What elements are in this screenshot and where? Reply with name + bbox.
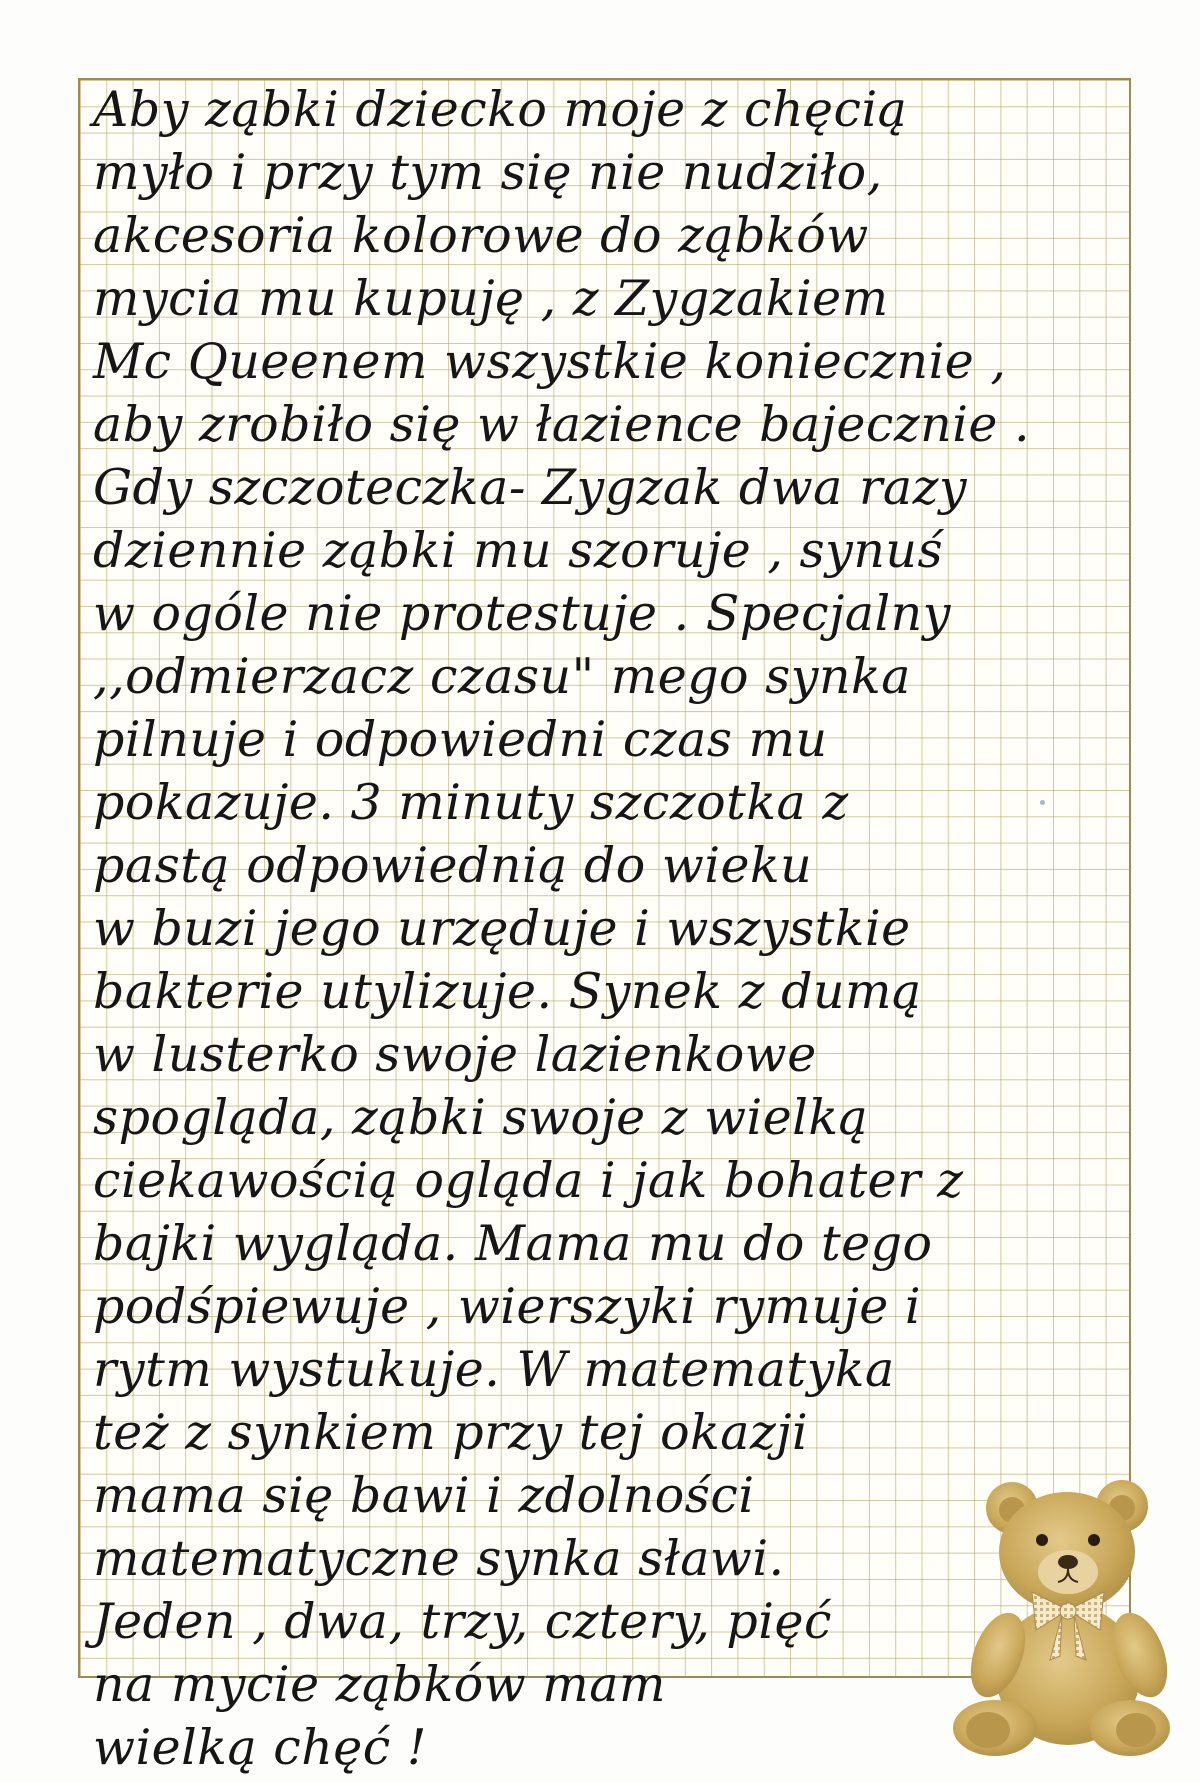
poem-line: pastą odpowiednią do wieku	[93, 837, 813, 894]
poem-line: ciekawością ogląda i jak bohater z	[93, 1152, 964, 1209]
paper-speck	[1040, 800, 1045, 805]
poem-line: w lusterko swoje lazienkowe	[93, 1026, 817, 1083]
poem-line: rytm wystukuje. W matematyka	[93, 1341, 895, 1398]
poem-line: bajki wygląda. Mama mu do tego	[93, 1215, 933, 1272]
poem-line: mama się bawi i zdolności	[93, 1467, 755, 1524]
poem-line: w buzi jego urzęduje i wszystkie	[93, 900, 911, 957]
poem-line: Jeden , dwa, trzy, cztery, pięć	[93, 1593, 832, 1650]
poem-line: aby zrobiło się w łazience bajecznie .	[93, 396, 1031, 453]
poem-line: wielką chęć !	[93, 1719, 427, 1776]
poem-line: bakterie utylizuje. Synek z dumą	[93, 963, 922, 1020]
poem-line: Aby ząbki dziecko moje z chęcią	[93, 81, 908, 138]
poem-line: w ogóle nie protestuje . Specjalny	[93, 585, 951, 642]
poem-line: Mc Queenem wszystkie koniecznie ,	[93, 333, 1007, 390]
poem-line: spogląda, ząbki swoje z wielką	[93, 1089, 869, 1146]
poem-line: Gdy szczoteczka- Zygzak dwa razy	[93, 459, 968, 516]
poem-line: pokazuje. 3 minuty szczotka z	[93, 774, 849, 831]
poem-line: matematyczne synka sławi.	[93, 1530, 785, 1587]
poem-line: dziennie ząbki mu szoruje , synuś	[93, 522, 944, 579]
poem-line: akcesoria kolorowe do ząbków	[93, 207, 869, 264]
poem-line: podśpiewuje , wierszyki rymuje i	[93, 1278, 922, 1335]
poem-line: ,,odmierzacz czasu" mego synka	[93, 648, 911, 705]
poem-line: pilnuje i odpowiedni czas mu	[93, 711, 828, 768]
poem-line: mycia mu kupuję , z Zygzakiem	[93, 270, 889, 327]
poem-line: też z synkiem przy tej okazji	[93, 1404, 809, 1461]
teddy-bear-icon	[950, 1470, 1175, 1760]
poem-line: myło i przy tym się nie nudziło,	[93, 144, 883, 201]
poem-line: na mycie ząbków mam	[93, 1656, 666, 1713]
